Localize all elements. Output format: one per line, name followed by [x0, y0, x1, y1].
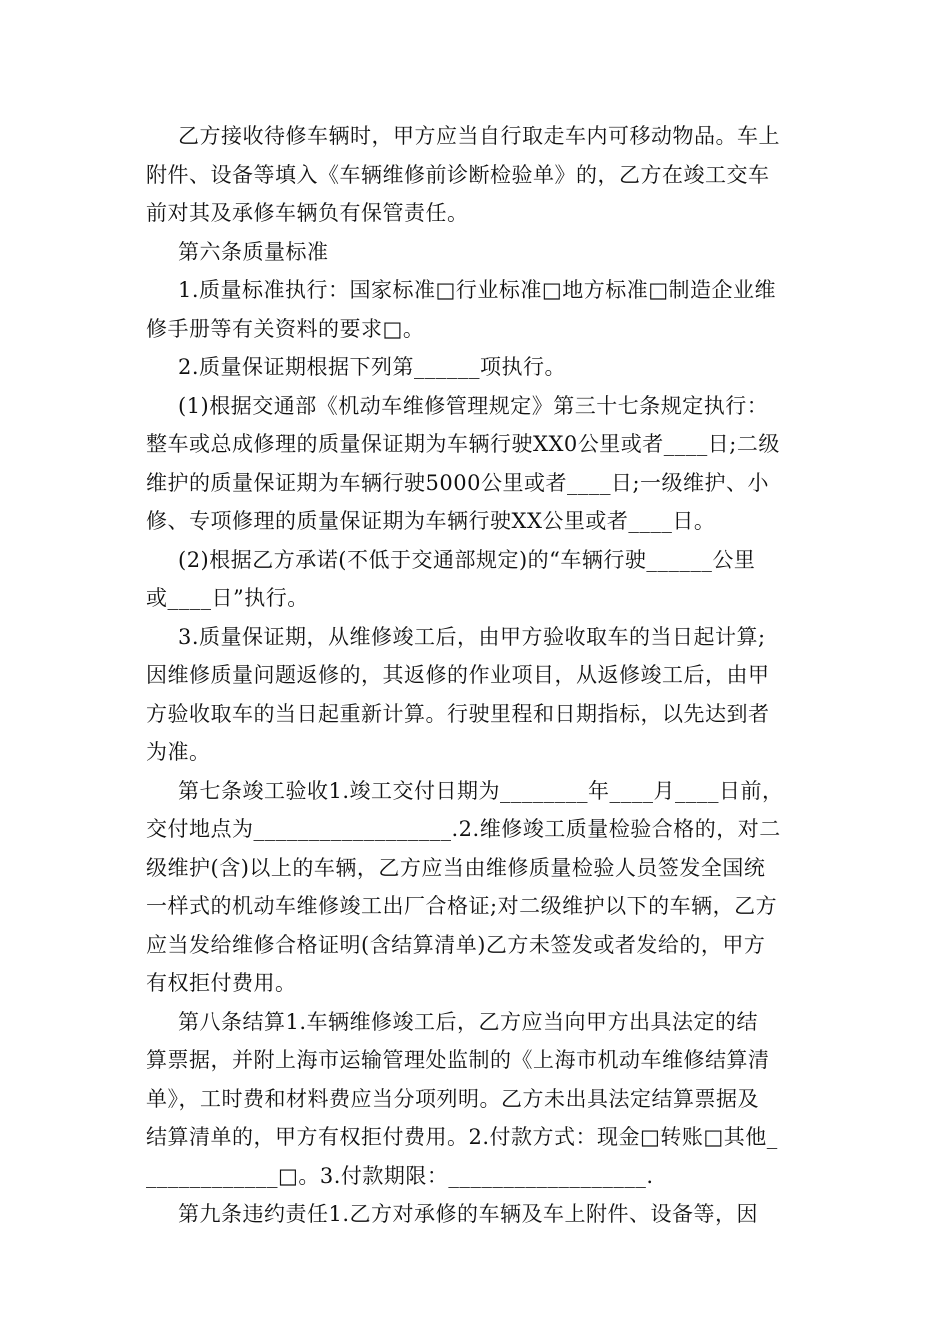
text-line: 修手册等有关资料的要求□。: [146, 316, 425, 341]
text-line: 交付地点为__________________.2.维修竣工质量检验合格的，对二: [146, 817, 781, 841]
text-line: 为准。: [146, 740, 211, 764]
text-line: (1)根据交通部《机动车维修管理规定》第三十七条规定执行：: [178, 393, 769, 418]
text-line: 或____日”执行。: [146, 586, 309, 610]
text-line: ____________□。3.付款期限：__________________.: [146, 1163, 654, 1188]
text-line: 维护的质量保证期为车辆行驶5000公里或者____日;一级维护、小: [146, 470, 770, 495]
text-line: 2.质量保证期根据下列第______项执行。: [178, 355, 567, 379]
text-line: 单》，工时费和材料费应当分项列明。乙方未出具法定结算票据及: [146, 1086, 759, 1111]
text-line: 第七条竣工验收1.竣工交付日期为________年____月____日前，: [178, 778, 784, 803]
text-line: 级维护(含)以上的车辆，乙方应当由维修质量检验人员签发全国统: [146, 855, 766, 880]
text-line: 附件、设备等填入《车辆维修前诊断检验单》的，乙方在竣工交车: [146, 162, 770, 187]
text-line: 前对其及承修车辆负有保管责任。: [146, 201, 469, 225]
text-line: 因维修质量问题返修的，其返修的作业项目，从返修竣工后，由甲: [146, 663, 770, 687]
text-line: 算票据，并附上海市运输管理处监制的《上海市机动车维修结算清: [146, 1048, 770, 1072]
text-line: 有权拒付费用。: [146, 971, 297, 995]
text-line: (2)根据乙方承诺(不低于交通部规定)的“车辆行驶______公里: [178, 547, 756, 572]
text-line: 1.质量标准执行：国家标准□行业标准□地方标准□制造企业维: [178, 278, 777, 302]
text-line: 乙方接收待修车辆时，甲方应当自行取走车内可移动物品。车上: [178, 124, 780, 148]
text-line: 修、专项修理的质量保证期为车辆行驶XX公里或者____日。: [146, 509, 716, 533]
text-line: 一样式的机动车维修竣工出厂合格证;对二级维护以下的车辆，乙方: [146, 894, 778, 918]
text-line: 第六条质量标准: [178, 239, 329, 264]
text-line: 3.质量保证期，从维修竣工后，由甲方验收取车的当日起计算;: [178, 624, 766, 649]
contract-body-text: [146, 117, 806, 1234]
text-line: 方验收取车的当日起重新计算。行驶里程和日期指标，以先达到者: [146, 701, 770, 726]
text-line: 结算清单的，甲方有权拒付费用。2.付款方式：现金□转账□其他_: [146, 1125, 778, 1149]
text-line: 第九条违约责任1.乙方对承修的车辆及车上附件、设备等，因: [178, 1202, 759, 1226]
text-line: 整车或总成修理的质量保证期为车辆行驶XX0公里或者____日;二级: [146, 432, 780, 456]
text-line: 应当发给维修合格证明(含结算清单)乙方未签发或者发给的，甲方: [146, 932, 766, 957]
text-line: 第八条结算1.车辆维修竣工后，乙方应当向甲方出具法定的结: [178, 1009, 759, 1034]
